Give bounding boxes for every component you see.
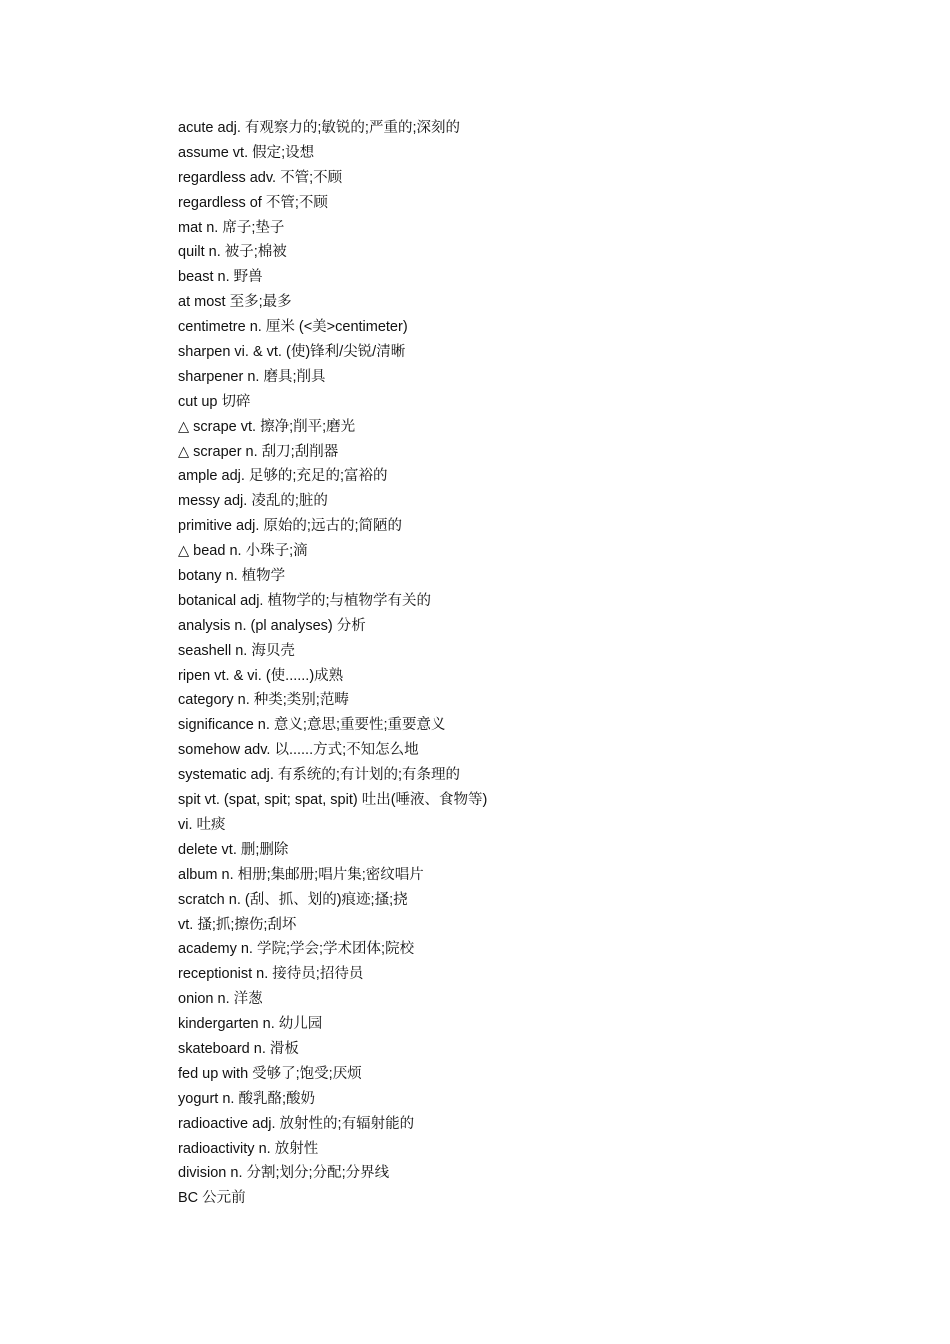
vocabulary-entry: onion n. 洋葱	[178, 991, 263, 1008]
vocabulary-entry: mat n. 席子;垫子	[178, 219, 285, 236]
vocabulary-entry: division n. 分割;划分;分配;分界线	[178, 1165, 390, 1182]
vocabulary-list	[178, 116, 878, 1211]
vocabulary-entry: vi. 吐痰	[178, 816, 226, 833]
vocabulary-entry: radioactive adj. 放射性的;有辐射能的	[178, 1115, 415, 1132]
vocabulary-entry: ample adj. 足够的;充足的;富裕的	[178, 468, 388, 485]
vocabulary-entry: △ scraper n. 刮刀;刮削器	[178, 443, 339, 460]
vocabulary-entry: receptionist n. 接待员;招待员	[178, 966, 364, 983]
vocabulary-entry: regardless of 不管;不顾	[178, 194, 328, 211]
vocabulary-entry: album n. 相册;集邮册;唱片集;密纹唱片	[178, 866, 424, 883]
vocabulary-entry: significance n. 意义;意思;重要性;重要意义	[178, 717, 446, 734]
vocabulary-entry: seashell n. 海贝壳	[178, 642, 295, 659]
vocabulary-entry: delete vt. 删;删除	[178, 841, 289, 858]
vocabulary-entry: skateboard n. 滑板	[178, 1040, 299, 1057]
vocabulary-entry: primitive adj. 原始的;远古的;简陋的	[178, 518, 402, 535]
vocabulary-entry: ripen vt. & vi. (使......)成熟	[178, 667, 344, 684]
vocabulary-entry: somehow adv. 以......方式;不知怎么地	[178, 742, 419, 759]
vocabulary-entry: botanical adj. 植物学的;与植物学有关的	[178, 592, 432, 609]
vocabulary-entry: quilt n. 被子;棉被	[178, 244, 287, 261]
vocabulary-entry: BC 公元前	[178, 1190, 246, 1207]
vocabulary-entry: assume vt. 假定;设想	[178, 144, 315, 161]
vocabulary-entry: analysis n. (pl analyses) 分析	[178, 617, 366, 634]
vocabulary-entry: △ scrape vt. 擦净;削平;磨光	[178, 418, 356, 435]
vocabulary-entry: regardless adv. 不管;不顾	[178, 169, 343, 186]
vocabulary-entry: radioactivity n. 放射性	[178, 1140, 319, 1157]
vocabulary-entry: acute adj. 有观察力的;敏锐的;严重的;深刻的	[178, 120, 460, 136]
vocabulary-entry: sharpener n. 磨具;削具	[178, 368, 326, 385]
vocabulary-entry: yogurt n. 酸乳酪;酸奶	[178, 1090, 315, 1107]
vocabulary-entry: messy adj. 凌乱的;脏的	[178, 493, 328, 510]
vocabulary-entry: spit vt. (spat, spit; spat, spit) 吐出(唾液、食物等)	[178, 792, 488, 809]
vocabulary-entry: △ bead n. 小珠子;滴	[178, 543, 308, 560]
vocabulary-entry: academy n. 学院;学会;学术团体;院校	[178, 941, 415, 958]
vocabulary-entry: kindergarten n. 幼儿园	[178, 1016, 323, 1033]
vocabulary-entry: category n. 种类;类别;范畴	[178, 692, 349, 709]
vocabulary-entry: beast n. 野兽	[178, 269, 263, 286]
vocabulary-entry: at most 至多;最多	[178, 294, 292, 311]
vocabulary-entry: fed up with 受够了;饱受;厌烦	[178, 1065, 362, 1082]
vocabulary-entry: botany n. 植物学	[178, 568, 286, 585]
vocabulary-entry: scratch n. (刮、抓、划的)痕迹;搔;挠	[178, 891, 408, 908]
vocabulary-entry: cut up 切碎	[178, 393, 251, 410]
vocabulary-entry: systematic adj. 有系统的;有计划的;有条理的	[178, 767, 460, 784]
vocabulary-entry: centimetre n. 厘米 (<美>centimeter)	[178, 319, 408, 336]
vocabulary-entry: sharpen vi. & vt. (使)锋利/尖锐/清晰	[178, 344, 406, 361]
vocabulary-entry: vt. 搔;抓;擦伤;刮坏	[178, 916, 297, 933]
